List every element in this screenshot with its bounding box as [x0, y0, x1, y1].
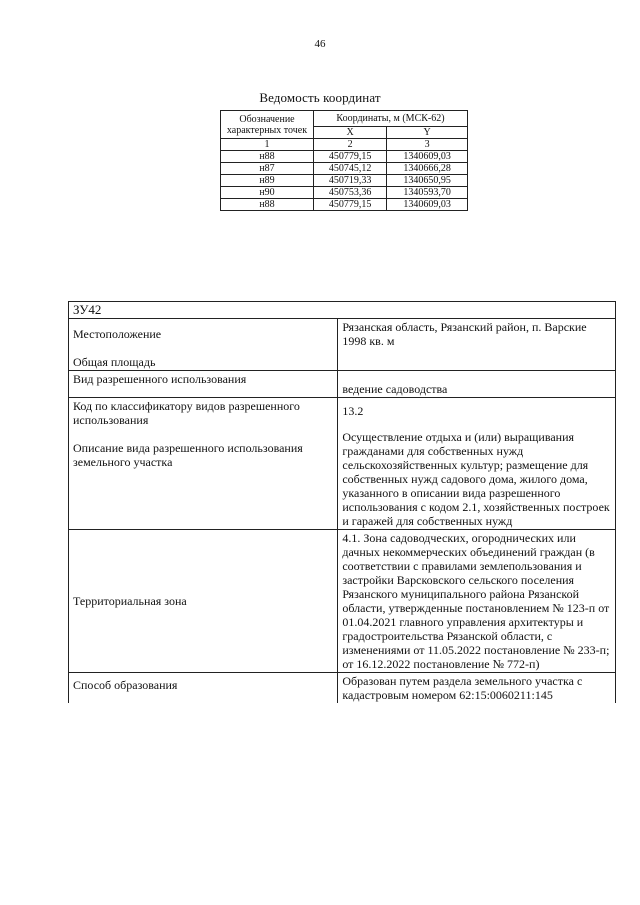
point-cell: н88: [221, 199, 314, 211]
use-value: ведение садоводства: [338, 371, 616, 398]
y-cell: 1340609,03: [387, 199, 468, 211]
y-cell: 1340609,03: [387, 151, 468, 163]
location-label: Местоположение: [73, 327, 162, 341]
area-value: 1998 кв. м: [342, 334, 395, 348]
plot-id-row: [69, 302, 616, 319]
point-cell: н87: [221, 163, 314, 175]
table-row: [221, 175, 468, 187]
code-value: 13.2: [342, 404, 364, 418]
code-label: Код по классификатору видов разрешенного использования: [73, 399, 300, 427]
code-desc-labels: [69, 398, 338, 530]
use-label: Вид разрешенного использования: [69, 371, 338, 398]
table-row: [221, 187, 468, 199]
x-cell: 450719,33: [314, 175, 387, 187]
zone-value: 4.1. Зона садоводческих, огороднических или дачных некоммерческих объединений граждан (в соответствии с правилами землепользования и застройки Варсковского сельского поселения Рязанского муниципального района Рязанской области, утвержденные постановлением № 123-п от 01.04.2021 главного управления архитектуры и градостроительства Рязанской области, с изменениями от 11.05.2022 постановление № 233-п; от 16.12.2022 постановление № 772-п): [338, 530, 616, 673]
code-desc-row: [69, 398, 616, 530]
point-cell: н88: [221, 151, 314, 163]
location-area-row: [69, 319, 616, 371]
desc-label: Описание вида разрешенного использования земельного участка: [73, 441, 303, 469]
header-point: Обозначение характерных точек: [221, 111, 314, 139]
y-cell: 1340666,28: [387, 163, 468, 175]
coordinates-header-row: [221, 111, 468, 127]
use-row: [69, 371, 616, 398]
method-value: Образован путем раздела земельного участка с кадастровым номером 62:15:0060211:145: [338, 673, 616, 704]
table-row: [221, 163, 468, 175]
location-area-values: [338, 319, 616, 371]
header-y: Y: [387, 127, 468, 139]
page-number: 46: [314, 38, 326, 50]
coordinates-title: Ведомость координат: [259, 90, 381, 105]
col-number: 3: [387, 139, 468, 151]
location-area-labels: [69, 319, 338, 371]
spacer: [73, 341, 333, 355]
x-cell: 450779,15: [314, 151, 387, 163]
y-cell: 1340650,95: [387, 175, 468, 187]
code-desc-values: [338, 398, 616, 530]
area-label: Общая площадь: [73, 355, 156, 369]
method-label: Способ образования: [69, 673, 338, 704]
x-cell: 450745,12: [314, 163, 387, 175]
y-cell: 1340593,70: [387, 187, 468, 199]
coordinates-table: [220, 110, 468, 211]
point-cell: н90: [221, 187, 314, 199]
desc-value: Осуществление отдыха и (или) выращивания гражданами для собственных нужд сельскохозяйственных культур; размещение для собственных нужд садового дома, жилого дома, указанного в описании вида разрешенного использования с кодом 2.1, хозяйственных построек и гаражей для собственных нужд: [342, 430, 610, 528]
table-row: [221, 151, 468, 163]
point-cell: н89: [221, 175, 314, 187]
x-cell: 450779,15: [314, 199, 387, 211]
col-number: 1: [221, 139, 314, 151]
spacer: [73, 427, 333, 441]
header-coords: Координаты, м (МСК-62): [314, 111, 468, 127]
header-x: X: [314, 127, 387, 139]
zone-row: [69, 530, 616, 673]
plot-id: ЗУ42: [69, 302, 616, 319]
column-number-row: [221, 139, 468, 151]
plot-info-table: [68, 301, 616, 703]
col-number: 2: [314, 139, 387, 151]
zone-label: Территориальная зона: [69, 530, 338, 673]
table-row: [221, 199, 468, 211]
location-value: Рязанская область, Рязанский район, п. Варские: [342, 320, 587, 334]
method-row: [69, 673, 616, 704]
x-cell: 450753,36: [314, 187, 387, 199]
